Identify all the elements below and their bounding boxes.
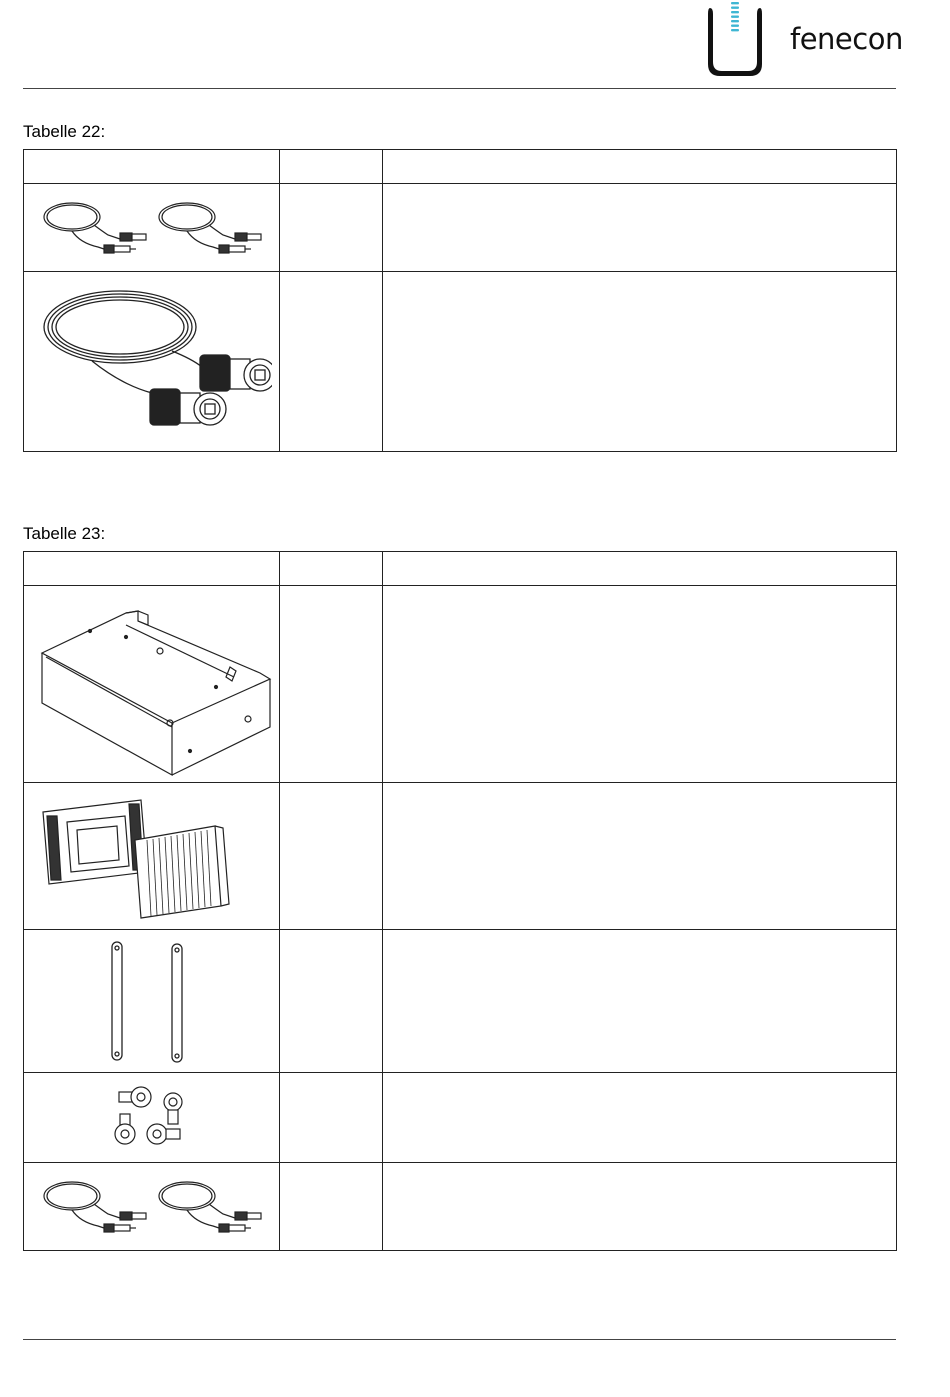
wall-bracket-and-cover-image	[24, 783, 280, 930]
fenecon-logo-icon	[704, 0, 766, 78]
table-row	[24, 1163, 897, 1251]
qty-cell	[280, 586, 383, 783]
header-cell-qty	[280, 552, 383, 586]
description-cell	[383, 586, 897, 783]
header-divider	[23, 88, 896, 89]
header-cell-description	[383, 552, 897, 586]
header-cell-image	[24, 552, 280, 586]
table-header-row	[24, 150, 897, 184]
table-row	[24, 783, 897, 930]
qty-cell	[280, 1163, 383, 1251]
description-cell	[383, 783, 897, 930]
qty-cell	[280, 1073, 383, 1163]
table-23	[23, 551, 897, 1251]
footer-divider	[23, 1339, 896, 1340]
qty-cell	[280, 930, 383, 1073]
qty-cell	[280, 783, 383, 930]
description-cell	[383, 184, 897, 272]
description-cell	[383, 1073, 897, 1163]
table-header-row	[24, 552, 897, 586]
base-plinth-image	[24, 586, 280, 783]
header-cell-image	[24, 150, 280, 184]
screws-set-image	[24, 1073, 280, 1163]
table-row	[24, 184, 897, 272]
table-row	[24, 272, 897, 452]
table-22	[23, 149, 897, 452]
description-cell	[383, 1163, 897, 1251]
table-row	[24, 930, 897, 1073]
description-cell	[383, 272, 897, 452]
header-cell-description	[383, 150, 897, 184]
brand-name: fenecon	[790, 22, 903, 56]
description-cell	[383, 930, 897, 1073]
table-row	[24, 586, 897, 783]
connection-straps-image	[24, 930, 280, 1073]
table-22-caption: Tabelle 22:	[23, 122, 106, 141]
pv-extension-cables-pair-image	[24, 184, 280, 272]
table-23-caption: Tabelle 23:	[23, 524, 106, 543]
header-cell-qty	[280, 150, 383, 184]
table-row	[24, 1073, 897, 1163]
battery-connection-cable-image	[24, 272, 280, 452]
pv-extension-cables-pair-image	[24, 1163, 280, 1251]
qty-cell	[280, 184, 383, 272]
qty-cell	[280, 272, 383, 452]
